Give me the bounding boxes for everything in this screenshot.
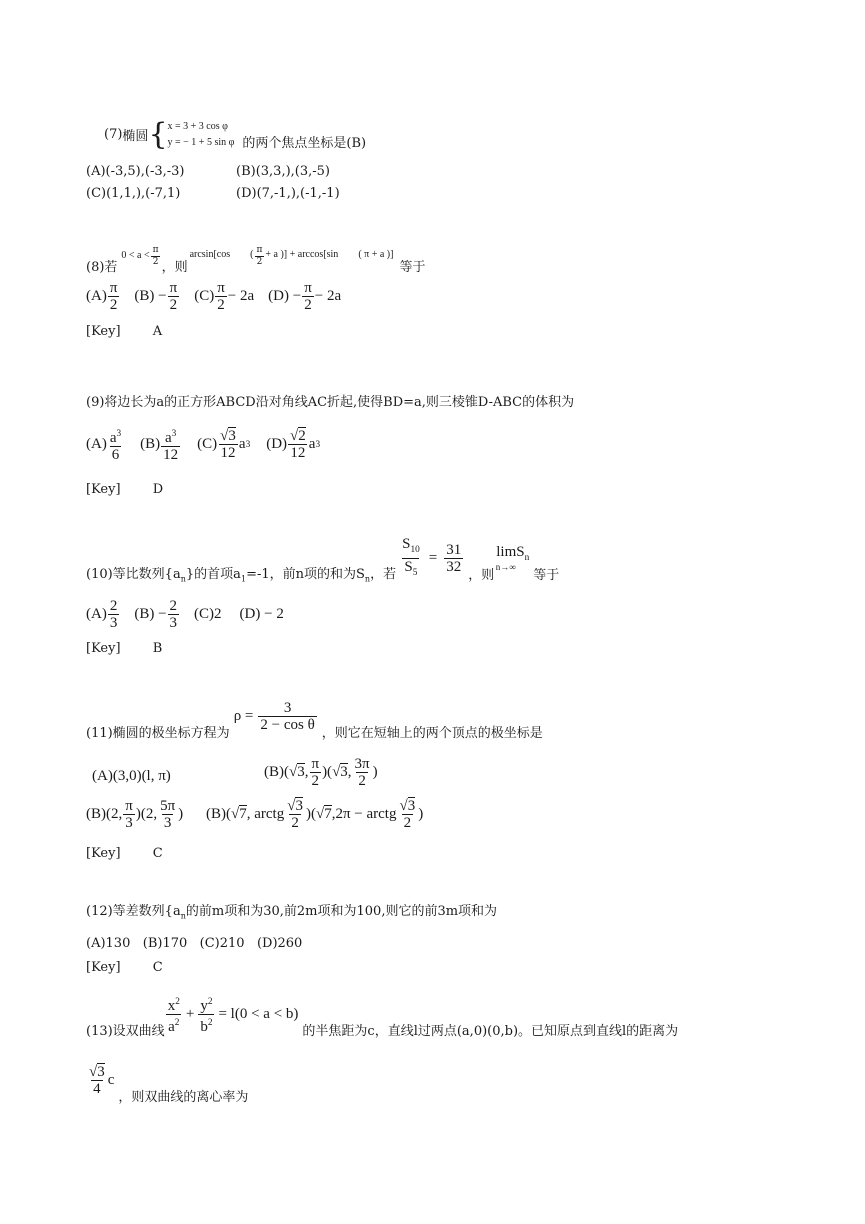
q7-option-c: (C)(1,1,),(-7,1) bbox=[86, 186, 181, 201]
denominator: 2 bbox=[291, 815, 299, 831]
exponent: 2 bbox=[207, 997, 213, 1007]
q7-eq-line2: y = − 1 + 5 sin φ bbox=[167, 136, 235, 148]
key-value: B bbox=[152, 641, 163, 656]
q8-option-a: (A) bbox=[86, 288, 107, 304]
left-brace: { bbox=[148, 116, 168, 152]
denominator: 12 bbox=[220, 445, 236, 461]
denominator: 3 bbox=[163, 815, 172, 831]
q12-text bbox=[86, 900, 497, 921]
limit-subscript: n→∞ bbox=[495, 562, 516, 573]
q10-options bbox=[86, 598, 284, 631]
equals-sign: = bbox=[428, 549, 438, 566]
q8-expr-fraction bbox=[254, 245, 264, 268]
denominator: 2 bbox=[169, 297, 178, 313]
separator: )( bbox=[322, 764, 333, 780]
q8-option-c-tail: − 2a bbox=[227, 288, 255, 304]
q8-option-b: (B) − bbox=[134, 288, 167, 304]
variable-a: a bbox=[168, 1019, 175, 1035]
exponent: 3 bbox=[245, 439, 251, 450]
q10-option-c: (C)2 bbox=[194, 606, 222, 622]
variable-a: a bbox=[308, 436, 316, 452]
q10-ratio bbox=[400, 536, 422, 581]
pi-symbol: π bbox=[169, 280, 178, 296]
denominator: 2 bbox=[311, 773, 320, 789]
key-label: [Key] bbox=[86, 960, 121, 975]
q7-option-a: (A)(-3,5),(-3,-3) bbox=[86, 164, 185, 179]
variable-x: x bbox=[167, 998, 176, 1014]
q8-expr-c: ( π + a )] bbox=[358, 249, 394, 260]
q7-number: (7) bbox=[104, 127, 123, 142]
arctg-text: ,2π − arctg bbox=[331, 806, 397, 822]
q11-line bbox=[86, 692, 543, 741]
q11-lead: (11)椭圆的极坐标方程为 bbox=[86, 726, 230, 741]
q8-expr-a: arcsin[cos bbox=[189, 249, 231, 260]
numerator: 2 bbox=[109, 598, 118, 614]
exponent: 3 bbox=[315, 439, 321, 450]
denominator: 2 bbox=[403, 815, 412, 831]
q10-tail: 等于 bbox=[533, 567, 560, 583]
q7-lead: 椭圆 bbox=[122, 129, 149, 144]
close-paren: ) bbox=[418, 806, 424, 822]
limit-symbol: lim bbox=[496, 544, 517, 561]
denominator: 2 bbox=[152, 257, 159, 267]
q11-option-b: (B)( √3 , $\frac{\pi}{2}$ )( √3 , $\frac{3\pi}{2}$ ) bbox=[264, 756, 378, 789]
q10-then: ，则 bbox=[468, 567, 495, 583]
denominator: 6 bbox=[111, 447, 120, 463]
q8-expr-b: + a )] + arccos[sin bbox=[265, 249, 339, 260]
q11-key bbox=[86, 846, 163, 861]
variable-a: a bbox=[238, 436, 246, 452]
subscript: 5 bbox=[412, 567, 418, 578]
q9-option-a: (A) bbox=[86, 436, 107, 452]
subscript: 10 bbox=[410, 544, 420, 555]
q8-key bbox=[86, 324, 162, 339]
denominator: 2 bbox=[256, 257, 263, 267]
q8-condition: 0 < a < bbox=[121, 250, 150, 261]
pi-symbol: π bbox=[109, 280, 118, 296]
q12-key bbox=[86, 960, 163, 975]
sum-symbol: S bbox=[404, 558, 413, 575]
numerator: 3π bbox=[354, 756, 370, 772]
variable-a: a bbox=[164, 430, 172, 446]
q11-option-a: (A)(3,0)(l, π) bbox=[92, 768, 171, 784]
key-value: D bbox=[152, 482, 164, 497]
q12-lead: (12)等差数列{a bbox=[86, 904, 181, 919]
variable-c: c bbox=[107, 1072, 115, 1088]
exponent: 3 bbox=[171, 429, 177, 439]
key-value: C bbox=[152, 846, 163, 861]
q8-option-d-tail: − 2a bbox=[314, 288, 342, 304]
subscript: 1 bbox=[240, 574, 247, 584]
q10-line bbox=[86, 533, 559, 584]
q10-option-b: (B) − bbox=[134, 606, 167, 622]
separator: )(2, bbox=[135, 806, 158, 822]
q10-key bbox=[86, 641, 162, 656]
subscript: n bbox=[180, 574, 186, 584]
q9-key bbox=[86, 482, 163, 497]
q9-text: (9)将边长为a的正方形ABCD沿对角线AC折起,使得BD=a,则三棱锥D-ABC的体积为 bbox=[86, 395, 575, 410]
q10-lead: (10)等比数列{a bbox=[86, 567, 181, 582]
radicand: 3 bbox=[97, 1064, 105, 1080]
key-label: [Key] bbox=[86, 324, 121, 339]
radicand: 3 bbox=[295, 798, 303, 814]
denominator: 2 bbox=[304, 297, 312, 313]
pi-symbol: π bbox=[217, 280, 225, 296]
q7-eq-line1: x = 3 + 3 cos φ bbox=[167, 120, 228, 132]
denominator: 3 bbox=[109, 615, 118, 631]
denominator: 12 bbox=[163, 447, 179, 463]
numerator: 31 bbox=[446, 541, 462, 558]
numerator: π bbox=[311, 756, 320, 772]
q11-option-c bbox=[86, 798, 183, 831]
q12-options: (A)130 (B)170 (C)210 (D)260 bbox=[86, 936, 303, 951]
q7-options-row1 bbox=[86, 164, 330, 179]
numerator: 5π bbox=[160, 798, 176, 814]
sum-symbol: S bbox=[516, 544, 525, 561]
q8-line: (8)若 0 < a < $\frac{\pi}{2}$ ，则 arcsin[cos ( $\frac{\pi}{2}$ + a )] + arccos[sin ( π + a )] 等于 bbox=[86, 245, 426, 275]
q8-cond-fraction bbox=[151, 245, 161, 268]
q8-option-c: (C) bbox=[194, 288, 215, 304]
pi-symbol: π bbox=[304, 280, 312, 296]
close-paren: ) bbox=[178, 806, 184, 822]
numerator: π bbox=[125, 798, 133, 814]
variable-y: y bbox=[200, 998, 208, 1014]
q10-option-d: (D) − 2 bbox=[239, 606, 284, 622]
comma: , bbox=[304, 764, 309, 780]
q8-number: (8)若 bbox=[86, 260, 118, 275]
sum-symbol: S bbox=[402, 535, 411, 552]
radicand: 3 bbox=[228, 428, 236, 444]
q10-text-1: }的首项a bbox=[185, 567, 241, 582]
q9-option-c: (C) bbox=[197, 436, 218, 452]
q8-then: ，则 bbox=[161, 260, 188, 275]
q13-tail2: ，则双曲线的离心率为 bbox=[118, 1090, 249, 1105]
q7-options-row2 bbox=[86, 186, 340, 201]
q10-text-2: =-1，前n项的和为S bbox=[246, 567, 365, 582]
denominator: 4 bbox=[93, 1081, 101, 1097]
close-paren: ) bbox=[372, 764, 378, 780]
denominator: 3 bbox=[125, 815, 133, 831]
rho-equals: ρ = bbox=[233, 708, 254, 724]
variable-a: a bbox=[109, 430, 117, 446]
denominator: 3 bbox=[169, 615, 178, 631]
numerator: 3 bbox=[283, 700, 292, 716]
q12-tail: 的前m项和为30,前2m项和为100,则它的前3m项和为 bbox=[185, 904, 498, 919]
q7-option-d: (D)(7,-1,),(-1,-1) bbox=[236, 186, 340, 201]
subscript: n bbox=[524, 553, 530, 564]
radicand: 7 bbox=[239, 806, 247, 822]
radicand: 3 bbox=[297, 764, 305, 780]
q10-option-a: (A) bbox=[86, 606, 107, 622]
q13-line2 bbox=[86, 1056, 248, 1105]
pi-symbol: π bbox=[256, 245, 263, 255]
q11-fraction bbox=[258, 700, 316, 733]
radicand: 7 bbox=[324, 806, 332, 822]
denominator: 2 bbox=[358, 773, 366, 789]
q13-lead: (13)设双曲线 bbox=[86, 1024, 165, 1039]
q8-tail: 等于 bbox=[399, 260, 426, 275]
exponent: 3 bbox=[116, 429, 122, 439]
q7-option-b: (B)(3,3,),(3,-5) bbox=[236, 164, 330, 179]
exponent: 2 bbox=[175, 997, 180, 1007]
q9-option-d: (D) bbox=[266, 436, 288, 452]
subscript: n bbox=[364, 574, 371, 584]
denominator: 12 bbox=[290, 445, 306, 461]
radicand: 3 bbox=[407, 798, 416, 814]
q13-y-fraction bbox=[198, 994, 214, 1035]
denominator: 2 − cos θ bbox=[260, 717, 315, 733]
q8-option-d: (D) − bbox=[268, 288, 302, 304]
q13-line: (13)设双曲线 $\frac{x^2}{a^2}$ + $\frac{y^2}{b^2}$ = l(0 < a < b) 的半焦距为c，直线l过两点(a,0)(0,b)。已知原点到直线l的距离为 bbox=[86, 990, 678, 1039]
key-label: [Key] bbox=[86, 641, 121, 656]
arctg-text: , arctg bbox=[246, 806, 285, 822]
comma: , bbox=[347, 764, 352, 780]
q7-tail: 的两个焦点坐标是(B) bbox=[242, 136, 367, 151]
option-label: (B)( bbox=[264, 764, 289, 780]
option-label: (B)( bbox=[206, 806, 231, 822]
key-label: [Key] bbox=[86, 482, 121, 497]
q7-line bbox=[86, 118, 366, 158]
q13-equation-rest: = l(0 < a < b) bbox=[218, 1006, 299, 1022]
variable-b: b bbox=[200, 1019, 208, 1035]
subscript: n bbox=[180, 911, 186, 921]
q10-value bbox=[444, 542, 463, 575]
radicand: 3 bbox=[340, 764, 348, 780]
separator: )( bbox=[305, 806, 316, 822]
q8-options bbox=[86, 280, 341, 313]
option-label: (B)(2, bbox=[86, 806, 123, 822]
q11-option-d: (B)( √7 , arctg $\frac{√3}{2}$ )( √7 ,2π − arctg $\frac{√3}{2}$ ) bbox=[206, 798, 424, 831]
q11-tail: ，则它在短轴上的两个顶点的极坐标是 bbox=[321, 726, 543, 741]
key-value: C bbox=[152, 960, 163, 975]
key-label: [Key] bbox=[86, 846, 121, 861]
denominator: 2 bbox=[217, 297, 225, 313]
denominator: 2 bbox=[109, 297, 118, 313]
numerator: 2 bbox=[169, 598, 178, 614]
q13-distance-fraction: $\frac{√3}{4}$ bbox=[89, 1064, 105, 1097]
q13-tail: 的半焦距为c，直线l过两点(a,0)(0,b)。已知原点到直线l的距离为 bbox=[302, 1024, 679, 1039]
denominator: 32 bbox=[446, 558, 462, 575]
q9-options: (A) $\frac{a^3}{6}$ (B) $\frac{a^3}{12}$ (C) $\frac{√3}{12}$ a 3 (D) $\frac{√2}{12}$ a 3 bbox=[86, 428, 321, 463]
radicand: 2 bbox=[298, 428, 306, 444]
q9-option-b: (B) bbox=[140, 436, 161, 452]
pi-symbol: π bbox=[152, 245, 159, 255]
exponent: 2 bbox=[207, 1018, 213, 1028]
q13-x-fraction bbox=[166, 994, 182, 1035]
q10-text-3: ，若 bbox=[370, 567, 397, 582]
exponent: 2 bbox=[174, 1018, 180, 1028]
key-value: A bbox=[152, 324, 163, 339]
